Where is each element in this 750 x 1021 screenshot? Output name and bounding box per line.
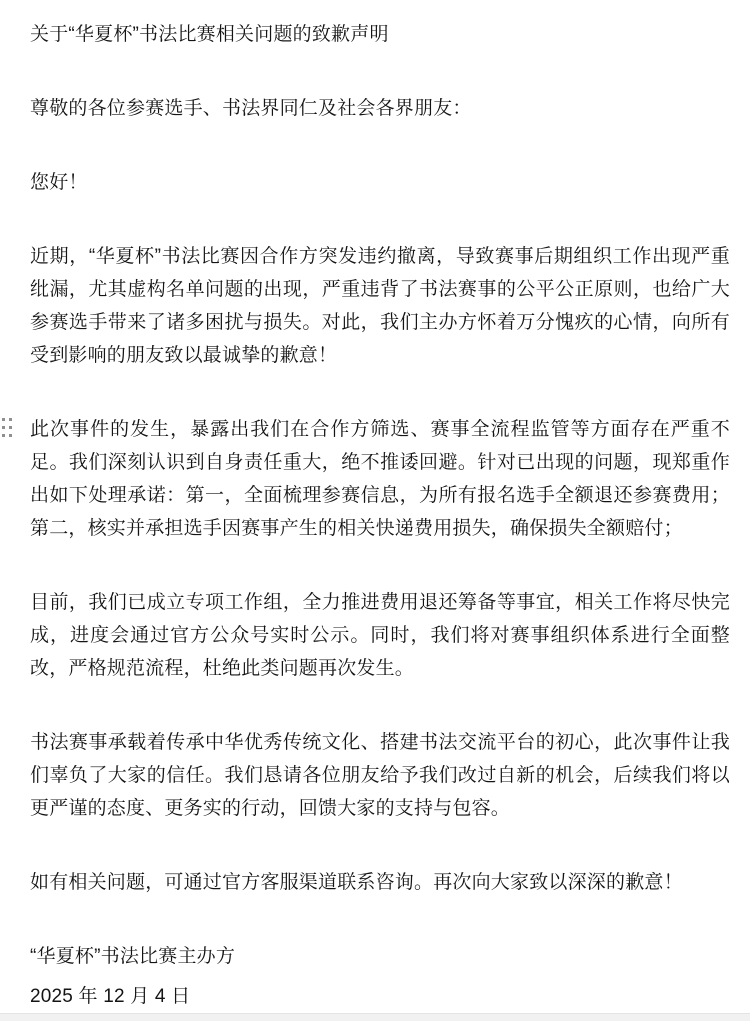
drag-handle-dot (2, 426, 5, 429)
body-paragraph: 如有相关问题，可通过官方客服渠道联系咨询。再次向大家致以深深的歉意！ (30, 872, 683, 893)
bottom-panel-edge (0, 1013, 750, 1021)
drag-handle-dot (2, 434, 5, 437)
drag-handle-dot (9, 434, 12, 437)
body-paragraph: 近期，“华夏杯”书法比赛因合作方突发违约撤离，导致赛事后期组织工作出现严重纰漏，尤其虚构名单问题的出现，严重违背了书法赛事的公平公正原则，也给广大参赛选手带来了诸多困扰与损失。对此，我们主办方怀着万分愧疚的心情，向所有受到影响的朋友致以最诚挚的歉意！ (30, 246, 730, 366)
paragraph-with-handle (30, 413, 730, 545)
salutation-line: 尊敬的各位参赛选手、书法界同仁及社会各界朋友： (30, 98, 472, 119)
drag-handle-dot (9, 426, 12, 429)
body-paragraph: 书法赛事承载着传承中华优秀传统文化、搭建书法交流平台的初心，此次事件让我们辜负了大家的信任。我们恳请各位朋友给予我们改过自新的机会，后续我们将以更严谨的态度、更务实的行动，回馈大家的支持与包容。 (30, 732, 730, 819)
drag-handle-dot (9, 418, 12, 421)
drag-handle-icon[interactable] (2, 418, 12, 437)
greeting-line: 您好！ (30, 172, 88, 193)
body-paragraph: 目前，我们已成立专项工作组，全力推进费用退还筹备等事宜，相关工作将尽快完成，进度会通过官方公众号实时公示。同时，我们将对赛事组织体系进行全面整改，严格规范流程，杜绝此类问题再次发生。 (30, 592, 730, 679)
body-paragraph: 此次事件的发生，暴露出我们在合作方筛选、赛事全流程监管等方面存在严重不足。我们深刻认识到自身责任重大，绝不推诿回避。针对已出现的问题，现郑重作出如下处理承诺：第一，全面梳理参赛信息，为所有报名选手全额退还参赛费用；第二，核实并承担选手因赛事产生的相关快递费用损失，确保损失全额赔付； (30, 419, 730, 539)
date-line: 2025 年 12 月 4 日 (30, 986, 191, 1007)
drag-handle-dot (2, 418, 5, 421)
signature-line: “华夏杯”书法比赛主办方 (30, 946, 236, 967)
document-title: 关于“华夏杯”书法比赛相关问题的致歉声明 (30, 24, 389, 45)
